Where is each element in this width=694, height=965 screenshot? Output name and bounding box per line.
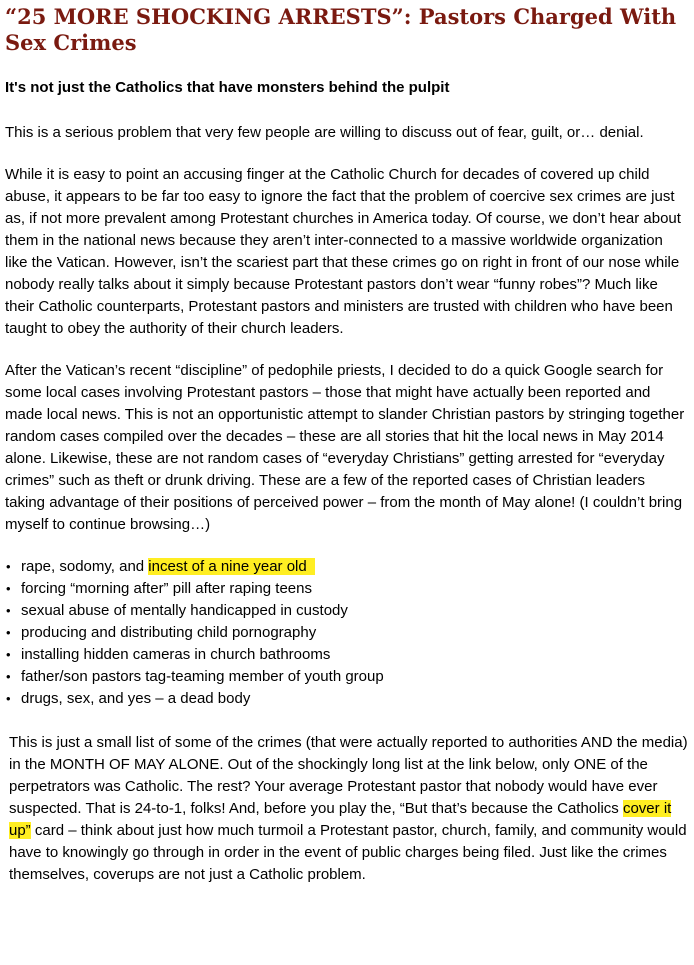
bullet-icon: •: [6, 581, 11, 596]
bullet-icon: •: [6, 669, 11, 684]
article-subtitle: It's not just the Catholics that have monsters behind the pulpit: [5, 79, 450, 96]
bullet-icon: •: [6, 647, 11, 662]
article-title: “25 MORE SHOCKING ARRESTS”: Pastors Charged With Sex Crimes: [5, 4, 677, 55]
bullet-icon: •: [6, 603, 11, 618]
closing-text-start: This is just a small list of some of the crimes (that were actually reported to authorities AND the media) in the MONTH OF MAY ALONE. Out of the shockingly long list at the link below, only ONE of the perpetrators was Catholic. The rest? Your average Protestant pastor that nobody would have ever suspected. That is 24-to-1, folks! And, before you play the, “But that’s because the Catholics: [9, 734, 688, 817]
list-item-text: father/son pastors tag-teaming member of youth group: [21, 668, 384, 685]
list-item: [5, 666, 688, 688]
list-item-text: sexual abuse of mentally handicapped in custody: [21, 602, 348, 619]
paragraph-google-search: After the Vatican’s recent “discipline” of pedophile priests, I decided to do a quick Google search for some local cases involving Protestant pastors – those that might have actually been reported and made local news. This is not an opportunistic attempt to slander Christian pastors by stringing together random cases compiled over the decades – these are all stories that hit the local news in May 2014 alone. Likewise, these are not random cases of “everyday Christians” getting arrested for “everyday crimes” such as theft or drunk driving. These are a few of the reported cases of Christian leaders taking advantage of their positions of perceived power – from the month of May alone! (I couldn’t bring myself to continue browsing…): [5, 362, 685, 533]
list-item: [5, 600, 688, 622]
list-item: [5, 644, 688, 666]
list-item-text: forcing “morning after” pill after raping teens: [21, 580, 312, 597]
list-item-text: rape, sodomy, and: [21, 558, 149, 575]
paragraph-intro: This is a serious problem that very few people are willing to discuss out of fear, guilt, or… denial.: [5, 124, 644, 141]
list-item-text: drugs, sex, and yes – a dead body: [21, 690, 251, 707]
bullet-icon: •: [6, 691, 11, 706]
highlighted-text: cover it up”: [9, 800, 672, 839]
bullet-icon: •: [6, 625, 11, 640]
list-item: [5, 578, 688, 600]
list-item-text: installing hidden cameras in church bathrooms: [21, 646, 331, 663]
crime-list: [5, 556, 688, 710]
list-item-text: producing and distributing child pornography: [21, 624, 317, 641]
list-item: [5, 688, 688, 710]
closing-text-end: card – think about just how much turmoil a Protestant pastor, church, family, and community would have to knowingly go through in order in the event of public charges being filed. Just like the crimes themselves, coverups are not just a Catholic problem.: [9, 822, 687, 883]
highlighted-text: incest of a nine year old: [148, 558, 316, 575]
paragraph-closing: [5, 732, 688, 886]
list-item: [5, 556, 688, 578]
bullet-icon: •: [6, 559, 11, 574]
list-item: [5, 622, 688, 644]
paragraph-catholic-comparison: While it is easy to point an accusing finger at the Catholic Church for decades of covered up child abuse, it appears to be far too easy to ignore the fact that the problem of coercive sex crimes are just as, if not more prevalent among Protestant churches in America today. Of course, we don’t hear about them in the national news because they aren’t inter-connected to a massive worldwide organization like the Vatican. However, isn’t the scariest part that these crimes go on right in front of our nose while nobody really talks about it simply because Protestant pastors don’t wear “funny robes”? Much like their Catholic counterparts, Protestant pastors and ministers are trusted with children who have been taught to obey the authority of their church leaders.: [5, 166, 681, 337]
